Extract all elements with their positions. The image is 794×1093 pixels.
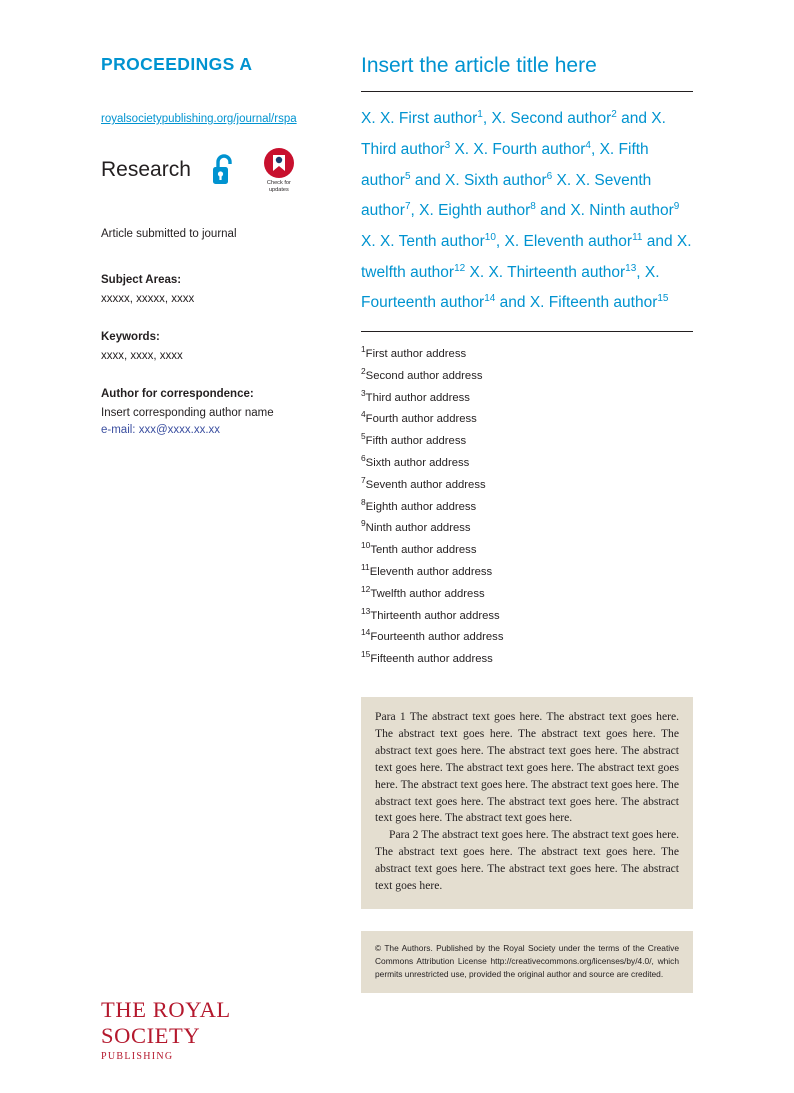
affiliation-marker: 9 bbox=[361, 518, 366, 529]
affiliation-marker: 5 bbox=[361, 431, 366, 442]
affiliation-marker: 15 bbox=[361, 649, 371, 660]
affiliation-text: Sixth author address bbox=[365, 456, 470, 469]
affiliation-list bbox=[361, 344, 693, 671]
affiliation-text: First author address bbox=[365, 347, 467, 360]
crossmark-caption-line1: Check for bbox=[266, 180, 291, 186]
affiliation-item bbox=[361, 518, 693, 540]
affiliation-item bbox=[361, 431, 693, 453]
affiliation-text: Second author address bbox=[365, 369, 483, 382]
crossmark-caption-line2: updates bbox=[268, 186, 289, 193]
publisher-logo-sub: PUBLISHING bbox=[101, 1051, 174, 1062]
license-text: © The Authors. Published by the Royal Society under the terms of the Creative Commons Attribution License http://creativecommons.org/licenses/by/4.0/, which permits unrestricted use, provided the original author and source are credited. bbox=[375, 943, 679, 980]
affiliation-text: Tenth author address bbox=[370, 544, 477, 557]
affiliation-text: Thirteenth author address bbox=[370, 609, 500, 622]
open-access-lock-icon bbox=[209, 153, 239, 187]
subject-areas-value: xxxxx, xxxxx, xxxx bbox=[101, 292, 195, 305]
affiliation-marker: 14 bbox=[361, 627, 371, 638]
affiliation-marker: 2 bbox=[361, 365, 366, 376]
affiliation-text: Ninth author address bbox=[365, 522, 471, 535]
left-metadata-column bbox=[101, 54, 316, 436]
affiliation-item bbox=[361, 453, 693, 475]
affiliation-marker: 4 bbox=[361, 409, 366, 420]
crossmark-caption bbox=[267, 180, 291, 194]
submission-note: Article submitted to journal bbox=[101, 227, 237, 240]
affiliation-marker: 3 bbox=[361, 387, 366, 398]
keywords-heading: Keywords: bbox=[101, 330, 160, 343]
affiliation-marker: 7 bbox=[361, 474, 366, 485]
affiliation-marker: 10 bbox=[361, 540, 371, 551]
affiliation-item bbox=[361, 475, 693, 497]
affiliation-marker: 11 bbox=[361, 562, 370, 573]
affiliation-item bbox=[361, 366, 693, 388]
abstract-paragraph: Para 2 The abstract text goes here. The abstract text goes here. The abstract text goes here. The abstract text goes here. The abstract text goes here. The abstract text goes here. The abstract text goes here. bbox=[375, 828, 679, 893]
publisher-logo bbox=[101, 997, 331, 1062]
abstract-panel bbox=[361, 697, 693, 909]
affiliation-text: Twelfth author address bbox=[370, 587, 485, 600]
affiliation-text: Third author address bbox=[365, 391, 470, 404]
affiliation-item bbox=[361, 409, 693, 431]
affiliation-text: Eleventh author address bbox=[369, 565, 493, 578]
affiliation-text: Eighth author address bbox=[365, 500, 477, 513]
crossmark-check-for-updates[interactable] bbox=[257, 147, 301, 194]
crossmark-icon bbox=[263, 147, 295, 179]
journal-name: PROCEEDINGS A bbox=[101, 54, 253, 74]
affiliation-marker: 12 bbox=[361, 583, 371, 594]
affiliation-item bbox=[361, 606, 693, 628]
affiliation-marker: 1 bbox=[361, 344, 366, 355]
authors-divider bbox=[361, 331, 693, 332]
abstract-paragraph: Para 1 The abstract text goes here. The abstract text goes here. The abstract text goes here. The abstract text goes here. The abstract text goes here. The abstract text goes here. The abstract text goes here. The abstract text goes here. The abstract text goes here. The abstract text goes here. The abstract text goes here. The abstract text goes here. The abstract text goes here. The abstract text goes here. The abstract text goes here. bbox=[375, 709, 679, 825]
affiliation-item bbox=[361, 562, 693, 584]
correspondence-email-link[interactable]: e-mail: xxx@xxxx.xx.xx bbox=[101, 423, 221, 436]
affiliation-item bbox=[361, 584, 693, 606]
publisher-logo-main: THE ROYAL SOCIETY bbox=[101, 997, 230, 1048]
affiliation-marker: 8 bbox=[361, 496, 366, 507]
affiliation-item bbox=[361, 497, 693, 519]
article-type-row bbox=[101, 147, 316, 194]
affiliation-item bbox=[361, 388, 693, 410]
license-panel bbox=[361, 931, 693, 993]
affiliation-text: Fifteenth author address bbox=[370, 653, 493, 666]
affiliation-item bbox=[361, 540, 693, 562]
journal-url-link[interactable]: royalsocietypublishing.org/journal/rspa bbox=[101, 113, 297, 125]
correspondence-name: Insert corresponding author name bbox=[101, 406, 274, 419]
affiliation-item bbox=[361, 627, 693, 649]
affiliation-text: Fifth author address bbox=[365, 435, 467, 448]
affiliation-item bbox=[361, 344, 693, 366]
affiliation-marker: 6 bbox=[361, 453, 366, 464]
affiliation-text: Fourth author address bbox=[365, 413, 477, 426]
abstract-paragraphs bbox=[375, 709, 679, 895]
right-content-column bbox=[361, 54, 693, 993]
title-divider bbox=[361, 91, 693, 92]
affiliation-text: Fourteenth author address bbox=[370, 631, 504, 644]
affiliation-text: Seventh author address bbox=[365, 478, 486, 491]
article-type-label: Research bbox=[101, 158, 191, 182]
correspondence-heading: Author for correspondence: bbox=[101, 387, 254, 400]
keywords-value: xxxx, xxxx, xxxx bbox=[101, 349, 183, 362]
author-list: X. X. First author$^1$, X. Second author$^2$ and X. Third author$^3$ X. X. Fourth author$^4$, X. Fifth author$^5$ and X. Sixth author$^6$ X. X. Seventh author$^7$, X. Eighth author$^8$ and X. Ninth author$^9$ X. X. Tenth author$^{10}$, X. Eleventh author$^{11}$ and X. twelfth author$^{12}$ X. X. Thirteenth author$^{13}$, X. Fourteenth author$^{14}$ and X. Fifteenth author$^{15}$ bbox=[361, 108, 692, 312]
subject-areas-heading: Subject Areas: bbox=[101, 273, 182, 286]
affiliation-marker: 13 bbox=[361, 605, 371, 616]
affiliation-item bbox=[361, 649, 693, 671]
article-title: Insert the article title here bbox=[361, 54, 597, 77]
